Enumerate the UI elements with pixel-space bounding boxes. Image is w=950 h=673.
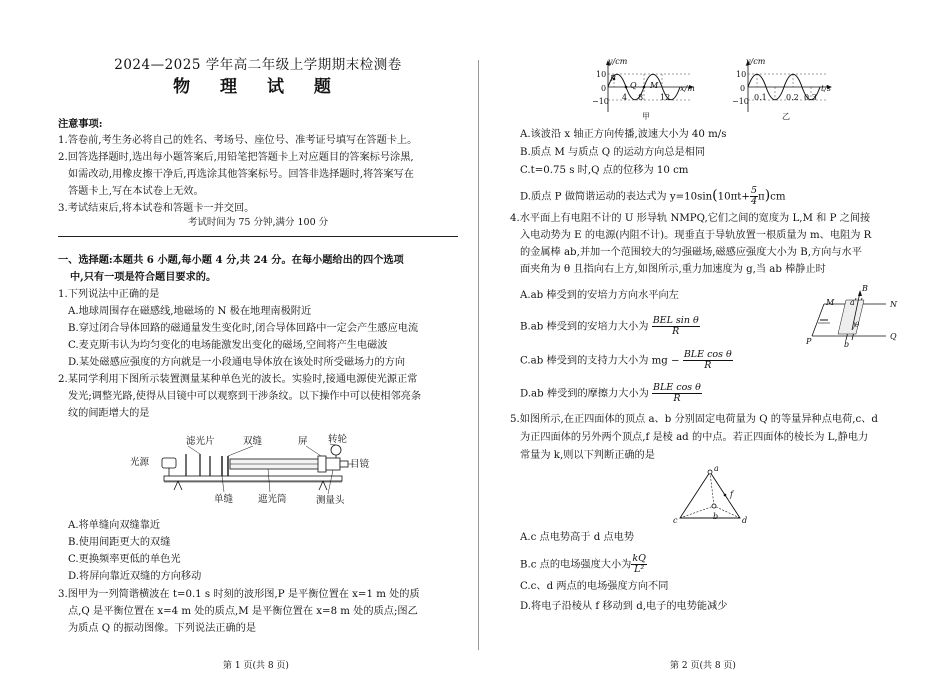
fig-b-ytick: −10: [732, 97, 749, 106]
tetra-label-b: b: [713, 512, 719, 521]
fig-a-ytick: −10: [592, 97, 609, 106]
q1-option-b: B.穿过闭合导体回路的磁通量发生变化时,闭合导体回路中一定会产生感应电流: [68, 323, 419, 334]
q2-stem: 纹的间距增大的是: [68, 408, 150, 419]
rail-label-field: B: [862, 284, 868, 293]
notice-heading: 注意事项:: [58, 118, 103, 130]
q1-option-a: A.地球周围存在磁感线,地磁场的 N 极在地理南极附近: [68, 306, 312, 317]
label-wheel: 转轮: [328, 434, 348, 445]
q3-option-a: A.该波沿 x 轴正方向传播,波速大小为 40 m/s: [520, 129, 727, 140]
page-2: [510, 0, 900, 673]
notice-line: 1.答卷前,考生务必将自己的姓名、考场号、座位号、准考证号填写在答题卡上。: [58, 135, 418, 146]
q4-stem: 面夹角为 θ 且指向右上方,如图所示,重力加速度为 g,当 ab 棒静止时: [520, 264, 826, 275]
rail-label-m: M: [826, 298, 835, 307]
q5-stem: 常量为 k,则以下判断正确的是: [520, 450, 655, 461]
label-filter: 滤光片: [186, 436, 215, 447]
q1-stem: 1.下列说法中正确的是: [58, 289, 160, 300]
fig-b-ytick: 10: [736, 70, 747, 79]
q5-option-c: C.c、d 两点的电场强度方向不同: [520, 581, 669, 592]
q5-option-a: A.c 点电势高于 d 点电势: [520, 532, 635, 543]
label-light-source: 光源: [130, 457, 150, 468]
q2-option-c: C.更换频率更低的单色光: [68, 554, 181, 565]
label-eyepiece: 目镜: [350, 459, 370, 470]
q4-option-b: B.ab 棒受到的安培力大小为 $\frac{\text{BEL sin θ}}{R}$: [520, 315, 699, 337]
tetra-label-f: f: [730, 490, 733, 499]
footer-page-2: 第 2 页(共 8 页): [670, 661, 736, 671]
footer-page-1: 第 1 页(共 8 页): [223, 661, 289, 671]
divider: [58, 236, 458, 237]
q3-option-d: D.质点 P 做简谐运动的表达式为 y=10sin(10πt+ $\frac{5}{4}$ π)cm: [520, 185, 786, 207]
column-separator: [478, 60, 479, 650]
fig-a-xtick: 4: [622, 93, 628, 102]
page-1: [58, 0, 458, 673]
fig-a-ylabel: y/cm: [608, 57, 628, 66]
notice-line: 答题卡上,写在本试卷上无效。: [68, 186, 204, 197]
time-info: 考试时间为 75 分钟,满分 100 分: [187, 217, 329, 228]
q5-tetrahedron-figure: [674, 468, 746, 528]
rail-label-theta: θ: [855, 321, 860, 329]
subject-title: 物 理 试 题: [173, 77, 343, 97]
rail-label-p: P: [806, 337, 812, 346]
fig-b-xlabel: t/s: [821, 84, 832, 93]
q3-stem: 为质点 Q 的振动图像。下列说法正确的是: [68, 623, 257, 634]
tetra-label-d: d: [742, 516, 748, 525]
fig-a-xtick: 8: [638, 93, 644, 102]
q5-stem: 为正四面体的另外两个顶点,f 是棱 ad 的中点。若正四面体的棱长为 L,静电力: [520, 432, 869, 443]
q5-stem: 5.如图所示,在正四面体的顶点 a、b 分别固定电荷量为 Q 的等量异种点电荷,c、d: [510, 414, 878, 425]
q2-stem: 发光;调整光路,使得从目镜中可以观察到干涉条纹。以下操作中可以使相邻亮条: [68, 391, 422, 402]
notice-line: 如需改动,用橡皮擦干净后,再选涂其他答案标号。回答非选择题时,将答案写在: [68, 169, 414, 180]
q4-option-a: A.ab 棒受到的安培力方向水平向左: [520, 290, 679, 301]
tetra-label-c: c: [673, 516, 678, 525]
fig-a-ytick: 10: [596, 70, 607, 79]
tetra-label-a: a: [714, 464, 719, 473]
section-heading: 一、选择题:本题共 6 小题,每小题 4 分,共 24 分。在每小题给出的四个选项: [58, 254, 404, 266]
q4-stem: 4.水平面上有电阻不计的 U 形导轨 NMPQ,它们之间的宽度为 L,M 和 P 之间接: [510, 213, 871, 224]
q2-stem: 2.某同学利用下图所示装置测量某种单色光的波长。实验时,接通电源使光源正常: [58, 374, 418, 385]
fig-a-xlabel: x/m: [680, 84, 695, 93]
q1-option-c: C.麦克斯韦认为均匀变化的电场能激发出变化的磁场,空间将产生电磁波: [68, 340, 388, 351]
point-p-label: P: [610, 74, 616, 83]
rail-label-a: a: [850, 298, 855, 307]
label-double-slit: 双缝: [243, 436, 263, 447]
fig-b-xtick: 0.1: [754, 93, 767, 102]
label-measuring-head: 测量头: [316, 495, 345, 506]
q3-option-c: C.t=0.75 s 时,Q 点的位移为 10 cm: [520, 165, 689, 176]
fig-b-xtick: 0.3: [804, 93, 817, 102]
q4-option-c: C.ab 棒受到的支持力大小为 mg − $\frac{\text{BLE cos θ}}{R}$: [520, 349, 732, 371]
q2-option-a: A.将单缝向双缝靠近: [68, 520, 161, 531]
fig-b-xtick: 0.2: [786, 93, 799, 102]
fig-a-caption: 甲: [642, 112, 650, 121]
q4-stem: 的金属棒 ab,并加一个范围较大的匀强磁场,磁感应强度大小为 B,方向与水平: [520, 247, 862, 258]
q4-option-d: D.ab 棒受到的摩擦力大小为 $\frac{\text{BLE cos θ}}{R}$: [520, 382, 701, 404]
q2-option-d: D.将屏向靠近双缝的方向移动: [68, 571, 202, 582]
rail-label-q: Q: [890, 332, 897, 341]
q3-stem: 3.图甲为一列简谐横波在 t=0.1 s 时刻的波形图,P 是平衡位置在 x=1 m 处的质: [58, 589, 420, 600]
q5-option-b: B.c 点的电场强度大小为 $\frac{kQ}{\text{L²}}$: [520, 553, 646, 575]
fig-b-ytick: 0: [740, 84, 746, 93]
q3-option-b: B.质点 M 与质点 Q 的运动方向总是相同: [520, 147, 706, 158]
rail-label-b: b: [844, 340, 850, 349]
point-q-label: Q: [630, 81, 637, 90]
q3-stem: 点,Q 是平衡位置在 x=4 m 处的质点,M 是平衡位置在 x=8 m 处的质点;图乙: [68, 606, 418, 617]
notice-line: 3.考试结束后,将本试卷和答题卡一并交回。: [58, 203, 255, 214]
q1-option-d: D.某处磁感应强度的方向就是一小段通电导体放在该处时所受磁场力的方向: [68, 357, 406, 368]
point-m-label: M: [650, 81, 659, 90]
fig-b-caption: 乙: [782, 112, 790, 121]
label-tube: 遮光筒: [258, 494, 287, 505]
q2-option-b: B.使用间距更大的双缝: [68, 537, 171, 548]
q4-stem: 入电动势为 E 的电源(内阻不计)。现垂直于导轨放置一根质量为 m、电阻为 R: [520, 230, 872, 241]
label-single-slit: 单缝: [214, 494, 234, 505]
fig-a-xtick: 12: [660, 93, 671, 102]
rail-label-n: N: [890, 300, 897, 309]
notice-line: 2.回答选择题时,选出每小题答案后,用铅笔把答题卡上对应题目的答案标号涂黑,: [58, 152, 414, 163]
section-heading: 中,只有一项是符合题目要求的。: [70, 271, 217, 283]
exam-title: 2024—2025 学年高二年级上学期期末检测卷: [114, 57, 402, 73]
label-screen: 屏: [298, 436, 308, 447]
fig-b-ylabel: y/cm: [746, 57, 766, 66]
fig-a-ytick: 0: [601, 84, 607, 93]
q5-option-d: D.将电子沿棱从 f 移动到 d,电子的电势能减少: [520, 601, 728, 612]
